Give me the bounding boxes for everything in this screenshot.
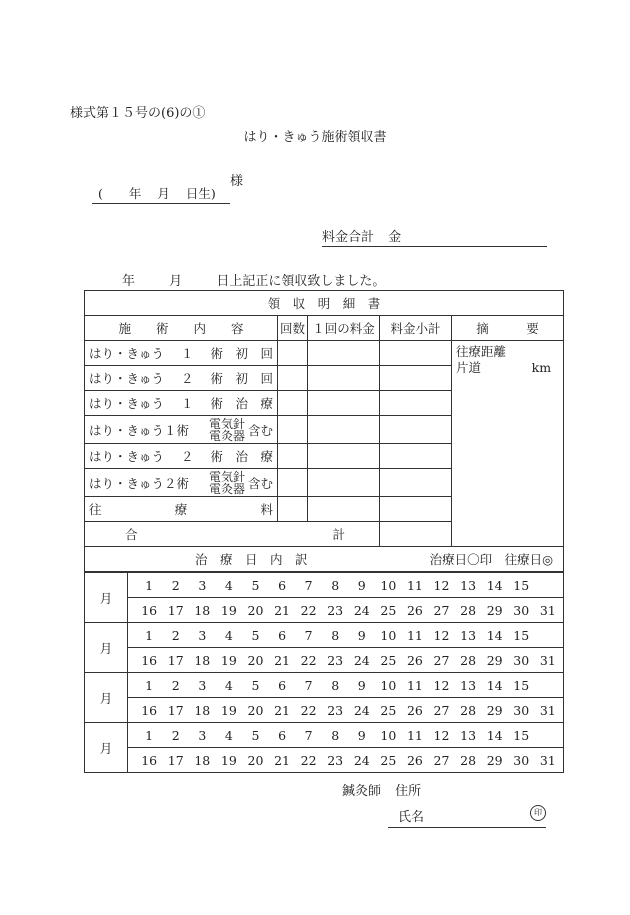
day-number[interactable]: 23 [327, 652, 344, 668]
day-number[interactable]: 29 [486, 652, 503, 668]
days-1-15-row [128, 673, 564, 698]
day-number[interactable]: 21 [274, 652, 290, 668]
day-number[interactable]: 1 [145, 627, 154, 643]
item-label: はり・きゅう [89, 449, 165, 464]
km-unit: km [531, 360, 552, 375]
item-label: はり・きゅう１術 [89, 422, 190, 438]
day-number[interactable]: 23 [327, 702, 344, 718]
day-number[interactable]: 23 [327, 752, 344, 768]
distance-label: 往療距離 [456, 344, 507, 359]
day-number[interactable]: 1 [145, 677, 154, 693]
day-number[interactable]: 29 [486, 602, 503, 618]
item-number: ２ [180, 371, 194, 386]
day-number[interactable]: 11 [406, 677, 423, 693]
day-number[interactable]: 15 [513, 727, 530, 743]
includes-label: 含む [247, 422, 273, 438]
patient-sama: 様 [230, 174, 244, 189]
day-number[interactable]: 10 [380, 627, 397, 643]
day-number[interactable]: 30 [513, 652, 530, 668]
day-number[interactable]: 24 [353, 652, 370, 668]
day-number[interactable]: 15 [513, 577, 530, 593]
day-number[interactable]: 22 [300, 702, 317, 718]
item-row [85, 366, 278, 391]
item-label: はり・きゅう [89, 346, 165, 361]
received-month: 月 [169, 274, 183, 289]
day-number[interactable]: 11 [406, 577, 423, 593]
day-number[interactable]: 19 [220, 602, 237, 618]
practitioner-name-line [388, 806, 546, 828]
day-number[interactable]: 26 [406, 752, 423, 768]
day-number[interactable]: 20 [247, 652, 264, 668]
received-statement [122, 270, 385, 289]
day-number[interactable]: 12 [433, 677, 450, 693]
day-number[interactable]: 26 [406, 702, 423, 718]
day-number[interactable]: 20 [247, 602, 264, 618]
day-number[interactable]: 14 [486, 627, 503, 643]
month-label[interactable]: 月 [85, 623, 128, 673]
day-number[interactable]: 3 [198, 577, 207, 593]
day-number[interactable]: 13 [460, 627, 477, 643]
dob-day: 日生) [185, 186, 216, 201]
day-number[interactable]: 14 [486, 577, 503, 593]
item-row [85, 416, 278, 444]
day-number[interactable]: 14 [486, 677, 503, 693]
total-char-1: 合 [125, 527, 138, 542]
fee-cell[interactable] [308, 341, 380, 366]
day-number[interactable]: 9 [357, 577, 366, 593]
day-number[interactable]: 30 [513, 752, 530, 768]
house-call-char-2: 療 [174, 502, 188, 517]
day-number[interactable]: 21 [274, 602, 290, 618]
practitioner-address-label: 住所 [395, 784, 422, 799]
day-number[interactable]: 31 [539, 752, 556, 768]
day-number[interactable]: 11 [406, 727, 423, 743]
form-id: 様式第１５号の(6)の① [70, 106, 206, 121]
day-number[interactable]: 9 [357, 677, 366, 693]
item-type: 術 治 療 [210, 449, 273, 464]
day-number[interactable]: 18 [194, 752, 211, 768]
day-number[interactable]: 12 [433, 627, 450, 643]
receipt-detail-table [84, 290, 564, 572]
day-number[interactable]: 17 [167, 752, 184, 768]
day-number[interactable]: 4 [224, 627, 233, 643]
days-16-31-row [128, 748, 564, 773]
item-type: 術 初 回 [210, 346, 273, 361]
day-number[interactable]: 6 [278, 727, 287, 743]
item-type: 術 初 回 [210, 371, 273, 386]
day-number[interactable]: 24 [353, 702, 370, 718]
day-number[interactable]: 5 [251, 577, 260, 593]
day-number[interactable]: 7 [304, 727, 313, 743]
days-1-15-row [128, 623, 564, 648]
day-spacer [535, 628, 561, 643]
month-label[interactable]: 月 [85, 673, 128, 723]
day-number[interactable]: 13 [460, 677, 477, 693]
day-number[interactable]: 16 [141, 752, 158, 768]
day-number[interactable]: 27 [433, 602, 450, 618]
day-number[interactable]: 17 [167, 652, 184, 668]
day-number[interactable]: 23 [327, 602, 344, 618]
total-char-2: 計 [332, 527, 345, 542]
treatment-days-header [85, 547, 564, 572]
day-number[interactable]: 18 [194, 602, 211, 618]
day-number[interactable]: 28 [460, 602, 477, 618]
day-number[interactable]: 31 [539, 652, 556, 668]
day-number[interactable]: 18 [194, 652, 211, 668]
day-number[interactable]: 8 [331, 727, 340, 743]
day-number[interactable]: 2 [171, 727, 180, 743]
day-number[interactable]: 4 [224, 727, 233, 743]
day-number[interactable]: 15 [513, 627, 530, 643]
day-number[interactable]: 21 [274, 752, 290, 768]
treatment-days-title: 治 療 日 内 訳 [195, 552, 308, 567]
day-spacer [535, 728, 561, 743]
day-number[interactable]: 24 [353, 602, 370, 618]
day-number[interactable]: 22 [300, 602, 317, 618]
item-label: はり・きゅう２術 [89, 475, 190, 491]
practitioner-name-label: 氏名 [398, 810, 425, 825]
count-cell[interactable] [278, 366, 308, 391]
day-number[interactable]: 22 [300, 652, 317, 668]
subtotal-cell[interactable] [380, 391, 452, 416]
electric-device-stack [209, 418, 245, 442]
table-title: 領 収 明 細 書 [85, 291, 564, 316]
day-spacer [535, 678, 561, 693]
fee-cell[interactable] [308, 469, 380, 497]
item-type: 術 治 療 [210, 396, 273, 411]
fee-cell[interactable] [308, 391, 380, 416]
day-number[interactable]: 2 [171, 677, 180, 693]
day-number[interactable]: 26 [406, 652, 423, 668]
count-cell[interactable] [278, 341, 308, 366]
day-number[interactable]: 31 [539, 702, 556, 718]
day-number[interactable]: 28 [460, 702, 477, 718]
month-label[interactable]: 月 [85, 723, 128, 773]
received-text: 日上記正に領収致しました。 [216, 274, 386, 289]
house-call-row [85, 497, 278, 522]
fee-cell[interactable] [308, 497, 380, 522]
days-16-31-row [128, 698, 564, 723]
fee-total-label: 料金合計 [322, 230, 375, 245]
day-number[interactable]: 28 [460, 652, 477, 668]
remarks-cell[interactable] [452, 341, 564, 547]
seal-icon: 印 [530, 805, 546, 821]
day-spacer [535, 578, 561, 593]
fee-total-yen: 金 [388, 230, 402, 245]
item-row [85, 391, 278, 416]
day-number[interactable]: 10 [380, 677, 397, 693]
day-number[interactable]: 30 [513, 602, 530, 618]
count-cell[interactable] [278, 469, 308, 497]
item-number: １ [180, 346, 194, 361]
day-number[interactable]: 8 [331, 577, 340, 593]
day-number[interactable]: 1 [145, 577, 154, 593]
count-cell[interactable] [278, 444, 308, 469]
subtotal-cell[interactable] [380, 469, 452, 497]
fee-total-line [322, 226, 547, 247]
day-number[interactable]: 24 [353, 752, 370, 768]
practitioner-line [342, 780, 421, 799]
includes-label: 含む [247, 475, 273, 491]
day-number[interactable]: 4 [224, 677, 233, 693]
day-number[interactable]: 25 [380, 702, 397, 718]
header-count: 回数 [278, 316, 308, 341]
item-row [85, 341, 278, 366]
day-number[interactable]: 27 [433, 752, 450, 768]
house-call-char-1: 往 [89, 502, 102, 517]
dob-month: 月 [157, 186, 170, 201]
day-number[interactable]: 15 [513, 677, 530, 693]
item-label: はり・きゅう [89, 371, 165, 386]
grand-total-cell[interactable] [380, 522, 452, 547]
subtotal-cell[interactable] [380, 416, 452, 444]
day-number[interactable]: 19 [220, 702, 237, 718]
day-number[interactable]: 2 [171, 627, 180, 643]
item-number: ２ [180, 449, 194, 464]
day-number[interactable]: 19 [220, 652, 237, 668]
day-number[interactable]: 11 [406, 627, 423, 643]
header-remarks: 摘 要 [452, 316, 564, 341]
day-number[interactable]: 7 [304, 577, 313, 593]
day-number[interactable]: 5 [251, 727, 260, 743]
day-number[interactable]: 13 [460, 577, 477, 593]
day-number[interactable]: 25 [380, 752, 397, 768]
day-number[interactable]: 3 [198, 627, 207, 643]
days-1-15-row [128, 573, 564, 598]
day-number[interactable]: 17 [167, 702, 184, 718]
item-label: はり・きゅう [89, 396, 165, 411]
item-row [85, 469, 278, 497]
electric-moxa-label: 電灸器 [208, 428, 245, 443]
day-number[interactable]: 25 [380, 652, 397, 668]
electric-needle-label: 電気針 [208, 416, 245, 431]
day-number[interactable]: 25 [380, 602, 397, 618]
day-number[interactable]: 9 [357, 727, 366, 743]
day-number[interactable]: 20 [247, 702, 264, 718]
fee-cell[interactable] [308, 366, 380, 391]
day-number[interactable]: 2 [171, 577, 180, 593]
header-subtotal: 料金小計 [380, 316, 452, 341]
day-number[interactable]: 19 [220, 752, 237, 768]
day-number[interactable]: 9 [357, 627, 366, 643]
day-number[interactable]: 3 [198, 677, 207, 693]
day-number[interactable]: 6 [278, 627, 287, 643]
day-number[interactable]: 22 [300, 752, 317, 768]
practitioner-label: 鍼灸師 [342, 784, 382, 799]
day-number[interactable]: 27 [433, 652, 450, 668]
day-number[interactable]: 13 [460, 727, 477, 743]
day-number[interactable]: 27 [433, 702, 450, 718]
day-number[interactable]: 5 [251, 627, 260, 643]
electric-needle-label: 電気針 [208, 469, 245, 484]
day-number[interactable]: 16 [141, 652, 158, 668]
day-number[interactable]: 20 [247, 752, 264, 768]
day-number[interactable]: 29 [486, 702, 503, 718]
day-number[interactable]: 1 [145, 727, 154, 743]
received-year: 年 [122, 274, 136, 289]
day-number[interactable]: 3 [198, 727, 207, 743]
document-title: はり・きゅう施術領収書 [243, 130, 387, 145]
day-number[interactable]: 6 [278, 677, 287, 693]
day-number[interactable]: 18 [194, 702, 211, 718]
day-number[interactable]: 14 [486, 727, 503, 743]
header-item: 施 術 内 容 [85, 316, 278, 341]
day-number[interactable]: 16 [141, 702, 158, 718]
treatment-days-table [84, 572, 564, 773]
day-number[interactable]: 10 [380, 577, 397, 593]
month-label[interactable]: 月 [85, 573, 128, 623]
patient-dob-line [92, 184, 230, 204]
day-number[interactable]: 6 [278, 577, 287, 593]
subtotal-cell[interactable] [380, 497, 452, 522]
day-number[interactable]: 8 [331, 677, 340, 693]
subtotal-cell[interactable] [380, 341, 452, 366]
day-number[interactable]: 8 [331, 627, 340, 643]
day-number[interactable]: 21 [274, 702, 290, 718]
day-number[interactable]: 5 [251, 677, 260, 693]
header-fee: １回の料金 [308, 316, 380, 341]
electric-device-stack [209, 471, 245, 495]
electric-moxa-label: 電灸器 [208, 481, 245, 496]
days-1-15-row [128, 723, 564, 748]
day-number[interactable]: 30 [513, 702, 530, 718]
days-16-31-row [128, 648, 564, 673]
dob-year: 年 [128, 186, 142, 201]
oneway-label: 片道 [456, 360, 482, 375]
treatment-days-legend: 治療日〇印 往療日◎ [429, 552, 554, 567]
fee-cell[interactable] [308, 416, 380, 444]
count-cell[interactable] [278, 497, 308, 522]
day-number[interactable]: 26 [406, 602, 423, 618]
fee-cell[interactable] [308, 444, 380, 469]
day-number[interactable]: 7 [304, 677, 313, 693]
day-number[interactable]: 28 [460, 752, 477, 768]
day-number[interactable]: 12 [433, 727, 450, 743]
day-number[interactable]: 17 [167, 602, 184, 618]
house-call-char-3: 料 [260, 502, 273, 517]
day-number[interactable]: 12 [433, 577, 450, 593]
item-number: １ [180, 396, 194, 411]
count-cell[interactable] [278, 416, 308, 444]
day-number[interactable]: 4 [224, 577, 233, 593]
days-16-31-row [128, 598, 564, 623]
day-number[interactable]: 10 [380, 727, 397, 743]
day-number[interactable]: 31 [539, 602, 556, 618]
grand-total-row [85, 522, 380, 547]
subtotal-cell[interactable] [380, 366, 452, 391]
day-number[interactable]: 16 [141, 602, 158, 618]
dob-open: ( [98, 186, 103, 201]
item-row [85, 444, 278, 469]
subtotal-cell[interactable] [380, 444, 452, 469]
day-number[interactable]: 7 [304, 627, 313, 643]
count-cell[interactable] [278, 391, 308, 416]
day-number[interactable]: 29 [486, 752, 503, 768]
